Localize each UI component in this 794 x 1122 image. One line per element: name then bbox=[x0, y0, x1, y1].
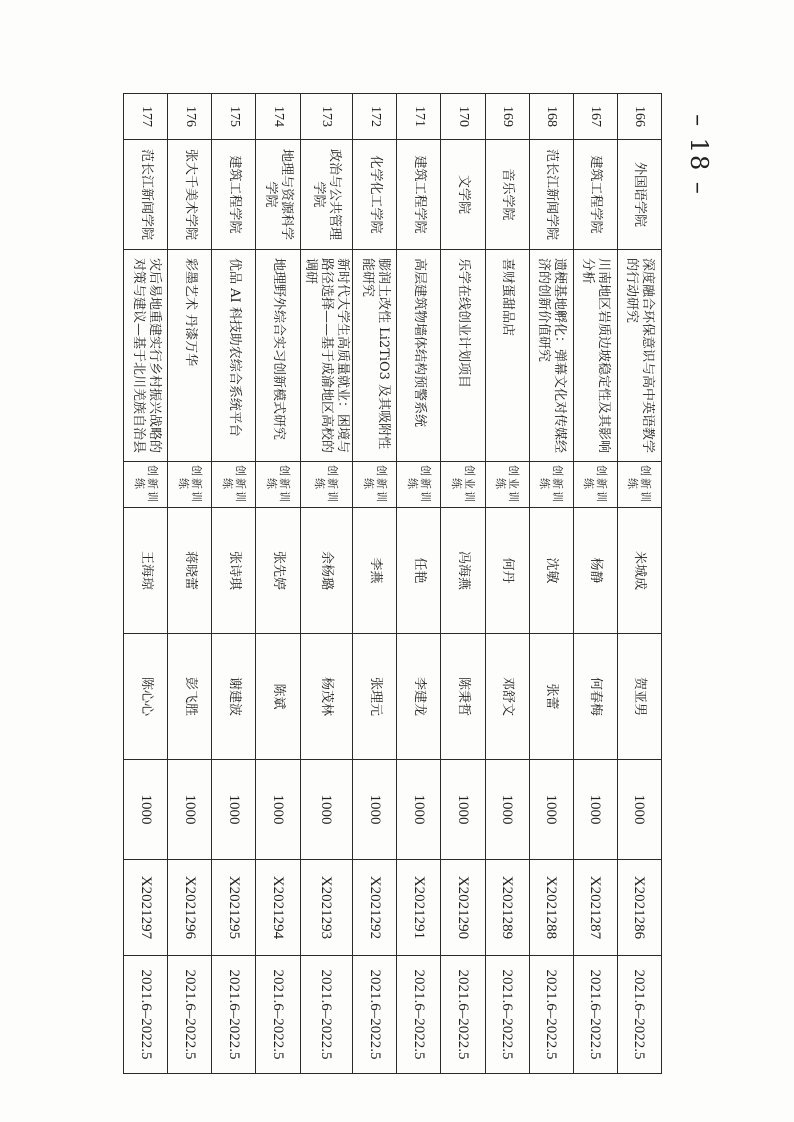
project-table bbox=[123, 93, 662, 1074]
project-code-cell: X2021293 bbox=[300, 860, 353, 956]
member-cell: 李建龙 bbox=[397, 634, 441, 760]
row-number-cell: 170 bbox=[441, 94, 485, 140]
project-type-cell: 创业训练 bbox=[441, 462, 485, 508]
table-row bbox=[617, 94, 661, 1074]
project-name-cell: 高层建筑物墙体结构预警系统 bbox=[397, 250, 441, 462]
funding-cell: 1000 bbox=[300, 760, 353, 860]
college-cell: 音乐学院 bbox=[485, 140, 529, 250]
project-name-cell: 彩墨艺术 丹漆万华 bbox=[168, 250, 212, 462]
member-cell: 彭飞胜 bbox=[168, 634, 212, 760]
row-number-cell: 168 bbox=[529, 94, 573, 140]
period-cell: 2021.6–2022.5 bbox=[529, 956, 573, 1074]
funding-cell: 1000 bbox=[617, 760, 661, 860]
project-name-cell: 川南地区岩质边坡稳定性及其影响分析 bbox=[573, 250, 617, 462]
page-number: – 18 – bbox=[685, 114, 714, 196]
table-row bbox=[485, 94, 529, 1074]
project-code-cell: X2021289 bbox=[485, 860, 529, 956]
leader-cell: 任艳 bbox=[397, 508, 441, 634]
project-code-cell: X2021291 bbox=[397, 860, 441, 956]
project-type-cell: 创业训练 bbox=[485, 462, 529, 508]
funding-cell: 1000 bbox=[353, 760, 397, 860]
college-cell: 张大千美术学院 bbox=[168, 140, 212, 250]
project-name-cell: 新时代大学生高质量就业：困境与路径选择——基于成渝地区高校的调研 bbox=[300, 250, 353, 462]
project-code-cell: X2021294 bbox=[256, 860, 300, 956]
project-code-cell: X2021290 bbox=[441, 860, 485, 956]
period-cell: 2021.6–2022.5 bbox=[573, 956, 617, 1074]
project-type-cell: 创新训练 bbox=[529, 462, 573, 508]
leader-cell: 何丹 bbox=[485, 508, 529, 634]
member-cell: 陈秉哲 bbox=[441, 634, 485, 760]
project-table-wrapper bbox=[123, 93, 662, 1073]
leader-cell: 蒋晓蕾 bbox=[168, 508, 212, 634]
member-cell: 贺亚男 bbox=[617, 634, 661, 760]
row-number-cell: 175 bbox=[212, 94, 256, 140]
row-number-cell: 167 bbox=[573, 94, 617, 140]
college-cell: 建筑工程学院 bbox=[397, 140, 441, 250]
leader-cell: 杨静 bbox=[573, 508, 617, 634]
project-name-cell: 遗梗基地孵化：弹幕文化对传媒经济的创新价值研究 bbox=[529, 250, 573, 462]
period-cell: 2021.6–2022.5 bbox=[441, 956, 485, 1074]
project-code-cell: X2021292 bbox=[353, 860, 397, 956]
member-cell: 张理元 bbox=[353, 634, 397, 760]
project-type-cell: 创新训练 bbox=[617, 462, 661, 508]
row-number-cell: 172 bbox=[353, 94, 397, 140]
row-number-cell: 169 bbox=[485, 94, 529, 140]
table-row bbox=[397, 94, 441, 1074]
funding-cell: 1000 bbox=[573, 760, 617, 860]
period-cell: 2021.6–2022.5 bbox=[212, 956, 256, 1074]
period-cell: 2021.6–2022.5 bbox=[256, 956, 300, 1074]
member-cell: 何春梅 bbox=[573, 634, 617, 760]
table-row bbox=[441, 94, 485, 1074]
period-cell: 2021.6–2022.5 bbox=[397, 956, 441, 1074]
row-number-cell: 174 bbox=[256, 94, 300, 140]
member-cell: 谢建波 bbox=[212, 634, 256, 760]
leader-cell: 张先婷 bbox=[256, 508, 300, 634]
table-row bbox=[124, 94, 168, 1074]
leader-cell: 张诗琪 bbox=[212, 508, 256, 634]
college-cell: 建筑工程学院 bbox=[212, 140, 256, 250]
project-code-cell: X2021287 bbox=[573, 860, 617, 956]
table-row bbox=[573, 94, 617, 1074]
row-number-cell: 166 bbox=[617, 94, 661, 140]
project-code-cell: X2021296 bbox=[168, 860, 212, 956]
leader-cell: 沈敏 bbox=[529, 508, 573, 634]
table-row bbox=[300, 94, 353, 1074]
member-cell: 邓舒文 bbox=[485, 634, 529, 760]
funding-cell: 1000 bbox=[529, 760, 573, 860]
project-code-cell: X2021295 bbox=[212, 860, 256, 956]
table-row bbox=[168, 94, 212, 1074]
project-type-cell: 创新训练 bbox=[212, 462, 256, 508]
project-name-cell: 灾后易地重建实行乡村振兴战略的对策与建议—基于北川羌族自治县 bbox=[124, 250, 168, 462]
project-type-cell: 创新训练 bbox=[300, 462, 353, 508]
funding-cell: 1000 bbox=[397, 760, 441, 860]
leader-cell: 冯海燕 bbox=[441, 508, 485, 634]
period-cell: 2021.6–2022.5 bbox=[485, 956, 529, 1074]
project-name-cell: 地理野外综合实习创新模式研究 bbox=[256, 250, 300, 462]
funding-cell: 1000 bbox=[441, 760, 485, 860]
project-name-cell: 喜财蛋甜品店 bbox=[485, 250, 529, 462]
college-cell: 政治与公共管理学院 bbox=[300, 140, 353, 250]
table-row bbox=[212, 94, 256, 1074]
college-cell: 文学院 bbox=[441, 140, 485, 250]
project-name-cell: 优品 AI 科技助农综合系统平台 bbox=[212, 250, 256, 462]
project-type-cell: 创新训练 bbox=[256, 462, 300, 508]
period-cell: 2021.6–2022.5 bbox=[300, 956, 353, 1074]
row-number-cell: 176 bbox=[168, 94, 212, 140]
table-row bbox=[353, 94, 397, 1074]
project-name-cell: 膨润土改性 Li2TiO3 及其吸附性能研究 bbox=[353, 250, 397, 462]
project-code-cell: X2021286 bbox=[617, 860, 661, 956]
member-cell: 张蕾 bbox=[529, 634, 573, 760]
college-cell: 化学化工学院 bbox=[353, 140, 397, 250]
member-cell: 陈斌 bbox=[256, 634, 300, 760]
period-cell: 2021.6–2022.5 bbox=[353, 956, 397, 1074]
college-cell: 地理与资源科学学院 bbox=[256, 140, 300, 250]
row-number-cell: 173 bbox=[300, 94, 353, 140]
period-cell: 2021.6–2022.5 bbox=[168, 956, 212, 1074]
project-type-cell: 创新训练 bbox=[124, 462, 168, 508]
college-cell: 范长江新闻学院 bbox=[529, 140, 573, 250]
funding-cell: 1000 bbox=[168, 760, 212, 860]
leader-cell: 米城成 bbox=[617, 508, 661, 634]
table-row bbox=[256, 94, 300, 1074]
project-code-cell: X2021288 bbox=[529, 860, 573, 956]
member-cell: 陈心心 bbox=[124, 634, 168, 760]
project-type-cell: 创新训练 bbox=[573, 462, 617, 508]
funding-cell: 1000 bbox=[485, 760, 529, 860]
project-type-cell: 创新训练 bbox=[353, 462, 397, 508]
project-name-cell: 深度融合环保意识与高中英语教学的行动研究 bbox=[617, 250, 661, 462]
funding-cell: 1000 bbox=[124, 760, 168, 860]
table-row bbox=[529, 94, 573, 1074]
funding-cell: 1000 bbox=[256, 760, 300, 860]
funding-cell: 1000 bbox=[212, 760, 256, 860]
project-code-cell: X2021297 bbox=[124, 860, 168, 956]
leader-cell: 余杨璐 bbox=[300, 508, 353, 634]
college-cell: 建筑工程学院 bbox=[573, 140, 617, 250]
leader-cell: 王海琼 bbox=[124, 508, 168, 634]
college-cell: 范长江新闻学院 bbox=[124, 140, 168, 250]
table-body bbox=[124, 94, 662, 1074]
period-cell: 2021.6–2022.5 bbox=[124, 956, 168, 1074]
row-number-cell: 171 bbox=[397, 94, 441, 140]
project-type-cell: 创新训练 bbox=[168, 462, 212, 508]
row-number-cell: 177 bbox=[124, 94, 168, 140]
project-name-cell: 乐学在线创业计划项目 bbox=[441, 250, 485, 462]
leader-cell: 李燕 bbox=[353, 508, 397, 634]
project-type-cell: 创新训练 bbox=[397, 462, 441, 508]
member-cell: 杨茂林 bbox=[300, 634, 353, 760]
college-cell: 外国语学院 bbox=[617, 140, 661, 250]
period-cell: 2021.6–2022.5 bbox=[617, 956, 661, 1074]
